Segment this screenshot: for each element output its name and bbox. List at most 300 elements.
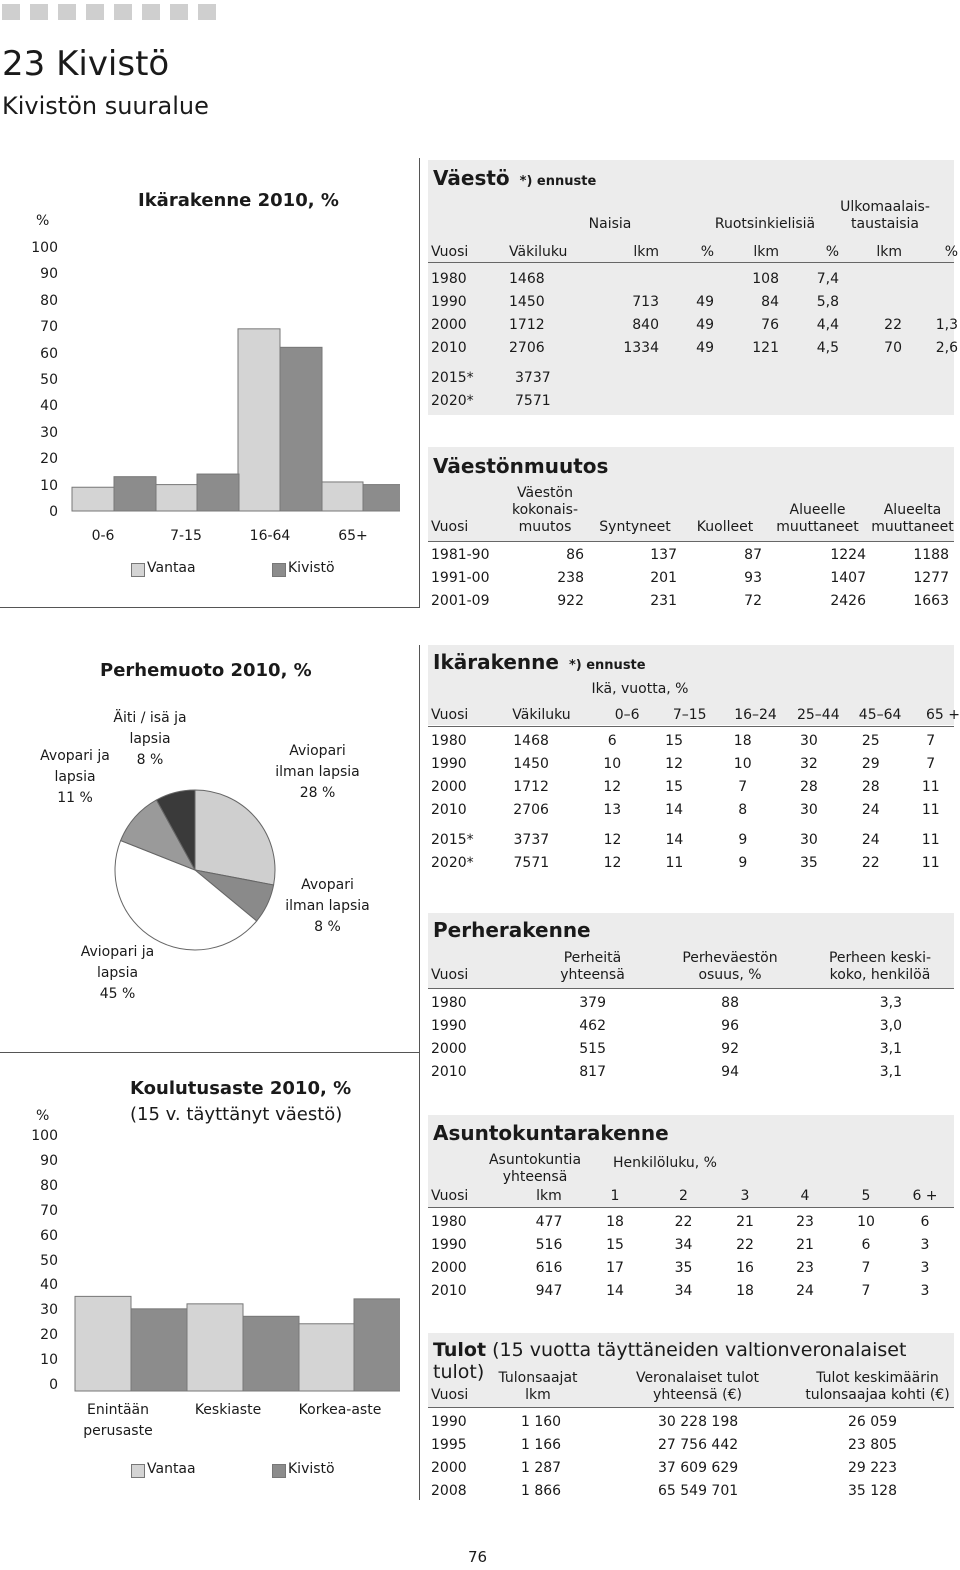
header-underline <box>428 988 954 989</box>
col-header: Vuosi <box>431 706 469 723</box>
table-cell: 15 <box>606 1236 624 1253</box>
col-header: Väkiluku <box>509 243 568 260</box>
table-row <box>431 543 949 566</box>
table-cell: 3,1 <box>879 1063 902 1080</box>
table-cell: 18 <box>606 1213 624 1230</box>
legend-swatch-vantaa <box>131 1464 145 1478</box>
table-cell: 1990 <box>431 1236 467 1253</box>
header-square <box>142 4 160 20</box>
bar-vantaa <box>72 487 114 511</box>
y-tick-label: 100 <box>31 1128 58 1144</box>
col-header: 3 <box>740 1187 750 1204</box>
table-cell: 28 <box>799 778 818 795</box>
table-cell: 7 <box>926 732 936 749</box>
table-cell: 2020* <box>431 392 474 409</box>
col-header: Veronalaiset tulot yhteensä (€) <box>635 1370 760 1403</box>
y-unit-label: % <box>36 213 50 229</box>
table-cell: 22 <box>861 854 880 871</box>
table-cell: 1450 <box>513 755 549 772</box>
table-row <box>431 851 960 874</box>
table-cell: 1663 <box>913 592 949 609</box>
header-underline <box>428 1407 954 1408</box>
pie-slice <box>195 790 275 885</box>
col-header: Perheen keski- koko, henkilöä <box>828 950 932 983</box>
table-cell: 1334 <box>623 339 659 356</box>
table-cell: 1712 <box>509 316 545 333</box>
table-cell: 1980 <box>431 994 467 1011</box>
col-header: Väestön kokonais- muutos <box>511 485 579 535</box>
table-cell: 6 <box>920 1213 930 1230</box>
table-cell: 238 <box>557 569 584 586</box>
y-tick-label: 50 <box>40 372 58 388</box>
col-header: % <box>825 243 839 260</box>
table-cell: 2015* <box>431 369 474 386</box>
table-cell: 7,4 <box>816 270 839 287</box>
y-tick-label: 10 <box>40 477 58 494</box>
y-tick-label: 80 <box>40 1177 58 1194</box>
table-cell: 49 <box>696 316 714 333</box>
col-header: lkm <box>753 243 779 260</box>
edu-cat-label: Keskiaste <box>194 1402 262 1418</box>
table-cell: 76 <box>761 316 779 333</box>
table-cell: 1990 <box>431 293 467 310</box>
table-row <box>431 775 960 798</box>
age-chart-title: Ikärakenne 2010, % <box>138 190 339 211</box>
table-cell: 1980 <box>431 270 467 287</box>
table-cell: 1980 <box>431 732 467 749</box>
bar-kivisto <box>131 1309 187 1391</box>
y-tick-label: 70 <box>40 1202 58 1219</box>
table-cell: 11 <box>921 831 940 848</box>
vaesto-title: Väestö *) ennuste <box>433 166 597 190</box>
age-cat-label: 0-6 <box>91 528 115 544</box>
col-header: Kuolleet <box>696 519 754 535</box>
table-cell: 3 <box>920 1282 930 1299</box>
table-cell: 1981-90 <box>431 546 490 563</box>
header-underline <box>428 541 954 542</box>
bar-vantaa <box>238 329 280 511</box>
table-cell: 1468 <box>513 732 549 749</box>
table-cell: 23 <box>796 1259 814 1276</box>
table-cell: 922 <box>557 592 584 609</box>
table-cell: 72 <box>744 592 762 609</box>
col-header: lkm <box>536 1187 562 1204</box>
age-cat-label: 65+ <box>338 528 368 544</box>
table-cell: 1 866 <box>521 1482 562 1499</box>
table-cell: 1407 <box>830 569 866 586</box>
y-tick-label: 30 <box>40 1302 58 1319</box>
col-header: % <box>944 243 958 260</box>
table-row <box>431 313 958 336</box>
legend-label-vantaa: Vantaa <box>147 1461 196 1477</box>
table-cell: 70 <box>884 339 902 356</box>
table-row <box>431 991 902 1014</box>
ikarakenne-title: Ikärakenne *) ennuste <box>433 650 646 674</box>
table-cell: 93 <box>744 569 762 586</box>
table-row <box>431 1210 954 1233</box>
col-header: 45–64 <box>858 706 902 723</box>
col-header: Tulot keskimäärin tulonsaajaa kohti (€) <box>805 1370 950 1403</box>
page-subtitle: Kivistön suuralue <box>2 92 209 120</box>
table-cell: 29 <box>861 755 880 772</box>
table-row <box>431 566 949 589</box>
table-cell: 30 <box>799 801 818 818</box>
col-header: 0–6 <box>614 706 640 723</box>
table-cell: 2010 <box>431 801 467 818</box>
col-header: Asuntokuntia yhteensä <box>488 1152 582 1185</box>
pie-label-cohab-kids: Avopari ja lapsia 11 % <box>40 748 110 806</box>
table-cell: 947 <box>535 1282 563 1299</box>
age-chart-plot <box>60 240 400 515</box>
asunto-table <box>431 1210 954 1302</box>
divider <box>0 607 420 608</box>
table-cell: 24 <box>861 831 880 848</box>
table-row <box>431 752 960 775</box>
legend-label-vantaa: Vantaa <box>147 560 196 576</box>
col-header: 6 + <box>912 1187 938 1204</box>
bar-vantaa <box>298 1324 354 1391</box>
bar-kivisto <box>197 474 239 511</box>
table-row <box>431 389 551 412</box>
table-cell: 11 <box>921 854 940 871</box>
table-cell: 9 <box>738 854 748 871</box>
col-header: Väkiluku <box>512 706 571 723</box>
col-header: Syntyneet <box>599 519 671 535</box>
table-row <box>431 1433 928 1456</box>
table-cell: 1990 <box>431 1413 467 1430</box>
table-cell: 516 <box>535 1236 563 1253</box>
table-cell: 15 <box>665 732 683 749</box>
table-cell: 10 <box>733 755 752 772</box>
divider <box>419 645 420 1500</box>
age-cat-label: 16-64 <box>249 528 291 544</box>
table-cell: 7 <box>861 1282 871 1299</box>
header-underline <box>428 1207 954 1208</box>
table-cell: 7 <box>926 755 936 772</box>
table-cell: 3,3 <box>879 994 902 1011</box>
table-cell: 21 <box>796 1236 814 1253</box>
table-cell: 1 160 <box>521 1413 562 1430</box>
y-tick-label: 30 <box>40 424 58 441</box>
table-cell: 11 <box>665 854 684 871</box>
table-cell: 477 <box>535 1213 563 1230</box>
age-cat-label: 7-15 <box>170 528 202 544</box>
table-cell <box>902 267 958 290</box>
y-tick-label: 50 <box>40 1252 58 1269</box>
table-cell: 137 <box>650 546 677 563</box>
table-cell: 817 <box>579 1063 606 1080</box>
table-cell: 10 <box>603 755 622 772</box>
table-cell: 14 <box>665 801 683 818</box>
table-cell: 32 <box>799 755 818 772</box>
group-header-ruotsi: Ruotsinkielisiä <box>714 216 816 232</box>
table-cell: 2000 <box>431 316 467 333</box>
table-cell: 2001-09 <box>431 592 490 609</box>
bar-kivisto <box>114 477 156 511</box>
table-cell: 1980 <box>431 1213 467 1230</box>
table-cell: 30 <box>799 831 818 848</box>
col-header: % <box>700 243 714 260</box>
table-cell: 1991-00 <box>431 569 490 586</box>
table-cell: 3,1 <box>879 1040 902 1057</box>
table-cell: 6 <box>861 1236 871 1253</box>
divider <box>0 1052 420 1053</box>
table-cell: 2706 <box>513 801 549 818</box>
bar-vantaa <box>187 1304 243 1391</box>
table-row <box>431 267 958 290</box>
table-cell: 1277 <box>913 569 949 586</box>
table-cell: 9 <box>738 831 748 848</box>
perhe-table <box>431 991 902 1083</box>
edu-cat-label: Korkea-aste <box>298 1402 382 1418</box>
table-cell: 11 <box>921 801 940 818</box>
table-cell: 2,6 <box>935 339 958 356</box>
table-cell: 3,0 <box>879 1017 902 1034</box>
col-header: Vuosi <box>431 1187 469 1204</box>
table-cell: 2706 <box>509 339 545 356</box>
edu-chart-subtitle: (15 v. täyttänyt väestö) <box>130 1104 343 1125</box>
group-header-age: Ikä, vuotta, % <box>591 681 689 697</box>
ikarakenne-forecast-table <box>431 828 960 874</box>
table-cell: 1995 <box>431 1436 467 1453</box>
table-cell: 94 <box>721 1063 739 1080</box>
table-cell: 1 166 <box>521 1436 562 1453</box>
table-cell: 18 <box>733 732 752 749</box>
table-cell: 14 <box>665 831 684 848</box>
table-cell: 2010 <box>431 339 467 356</box>
y-tick-label: 10 <box>40 1352 58 1369</box>
table-cell: 462 <box>579 1017 606 1034</box>
table-row <box>431 1256 954 1279</box>
col-header: 4 <box>800 1187 810 1204</box>
table-row <box>431 366 551 389</box>
y-tick-label: 60 <box>40 345 58 362</box>
y-tick-label: 0 <box>49 1377 58 1393</box>
table-cell: 616 <box>535 1259 563 1276</box>
bar-kivisto <box>280 347 322 511</box>
table-row <box>431 828 960 851</box>
y-tick-label: 90 <box>40 266 58 283</box>
table-cell <box>569 267 659 290</box>
y-tick-label: 60 <box>40 1227 58 1244</box>
table-cell: 88 <box>721 994 739 1011</box>
header-square <box>2 4 20 20</box>
asunto-title: Asuntokuntarakenne <box>433 1121 669 1145</box>
table-cell <box>659 267 714 290</box>
header-square <box>114 4 132 20</box>
bar-vantaa <box>75 1296 131 1391</box>
table-cell: 86 <box>566 546 584 563</box>
table-cell: 34 <box>674 1236 693 1253</box>
table-row <box>431 1279 954 1302</box>
ikarakenne-table <box>431 729 960 821</box>
table-cell: 21 <box>736 1213 754 1230</box>
header-underline <box>428 726 954 727</box>
table-cell: 515 <box>579 1040 606 1057</box>
ikarakenne-header-table <box>431 703 960 726</box>
table-row <box>431 290 958 313</box>
table-row <box>431 1037 902 1060</box>
bar-kivisto <box>243 1316 299 1391</box>
table-cell: 34 <box>674 1282 693 1299</box>
table-cell: 2000 <box>431 1040 467 1057</box>
table-cell: 18 <box>736 1282 754 1299</box>
y-tick-label: 20 <box>40 1327 58 1344</box>
bar-vantaa <box>321 482 363 511</box>
table-cell: 10 <box>857 1213 875 1230</box>
table-cell: 2008 <box>431 1482 467 1499</box>
bar-vantaa <box>155 485 197 511</box>
table-cell: 4,4 <box>816 316 839 333</box>
table-row <box>431 589 949 612</box>
table-cell: 121 <box>752 339 779 356</box>
col-header: lkm <box>876 243 902 260</box>
group-header-ulko: Ulkomaalais- taustaisia <box>840 199 930 232</box>
table-cell: 2015* <box>431 831 474 848</box>
col-header: Alueelta muuttaneet <box>871 502 954 535</box>
table-row <box>431 729 960 752</box>
table-cell: 1468 <box>509 270 545 287</box>
table-row <box>431 798 960 821</box>
table-cell: 7 <box>861 1259 871 1276</box>
tulot-table <box>431 1410 928 1502</box>
col-header: 16–24 <box>734 706 777 723</box>
header-square <box>58 4 76 20</box>
table-cell: 28 <box>861 778 880 795</box>
table-cell: 2010 <box>431 1282 467 1299</box>
y-tick-label: 100 <box>31 240 58 256</box>
table-cell: 24 <box>861 801 880 818</box>
header-square <box>198 4 216 20</box>
table-cell: 92 <box>721 1040 739 1057</box>
col-header: lkm <box>633 243 659 260</box>
header-square <box>86 4 104 20</box>
edu-cat-label: Enintään perusaste <box>83 1402 153 1439</box>
group-header-size: Henkilöluku, % <box>613 1155 717 1171</box>
table-cell: 1 287 <box>521 1459 562 1476</box>
table-cell: 14 <box>606 1282 624 1299</box>
table-cell: 15 <box>665 778 683 795</box>
table-cell: 5,8 <box>816 293 839 310</box>
y-tick-label: 70 <box>40 319 58 336</box>
table-cell: 96 <box>721 1017 739 1034</box>
table-cell: 30 <box>799 732 818 749</box>
table-cell: 12 <box>665 755 683 772</box>
table-cell: 35 <box>674 1259 693 1276</box>
table-cell: 6 <box>607 732 617 749</box>
family-chart-title: Perhemuoto 2010, % <box>100 660 312 681</box>
table-cell: 7571 <box>515 392 551 409</box>
table-cell: 840 <box>632 316 659 333</box>
table-cell: 4,5 <box>816 339 839 356</box>
table-cell: 12 <box>603 778 622 795</box>
col-header: 65 + <box>926 706 960 723</box>
table-cell: 2000 <box>431 1259 467 1276</box>
col-header: 1 <box>610 1187 620 1204</box>
table-cell: 1990 <box>431 755 467 772</box>
vaesto-header-table <box>431 240 958 263</box>
legend-swatch-vantaa <box>131 563 145 577</box>
muutos-title: Väestönmuutos <box>433 454 609 478</box>
table-cell: 22 <box>884 316 902 333</box>
table-row <box>431 336 958 359</box>
vaesto-table <box>431 267 958 359</box>
legend-swatch-kivisto <box>272 563 286 577</box>
table-cell: 22 <box>736 1236 754 1253</box>
family-pie <box>110 785 280 955</box>
table-cell: 30 228 198 <box>658 1413 739 1430</box>
table-row <box>431 1233 954 1256</box>
bar-kivisto <box>354 1299 400 1391</box>
table-row <box>431 1060 902 1083</box>
edu-chart-plot <box>60 1130 400 1405</box>
y-tick-label: 40 <box>40 1277 58 1294</box>
table-cell: 3737 <box>513 831 550 848</box>
table-cell: 2000 <box>431 778 467 795</box>
tulot-title: Tulot (15 vuotta täyttäneiden valtionveronalaiset tulot) <box>433 1339 907 1383</box>
table-cell: 1224 <box>830 546 866 563</box>
table-cell: 35 <box>799 854 818 871</box>
table-cell: 1990 <box>431 1017 467 1034</box>
table-cell: 24 <box>796 1282 814 1299</box>
asunto-header-table <box>431 1184 954 1207</box>
bar-kivisto <box>363 485 400 511</box>
table-cell: 1188 <box>913 546 949 563</box>
table-cell: 22 <box>674 1213 693 1230</box>
table-cell: 3 <box>920 1259 930 1276</box>
page-number: 76 <box>468 1548 488 1566</box>
table-cell: 11 <box>921 778 940 795</box>
group-header-naisia: Naisia <box>588 216 632 232</box>
table-row <box>431 1410 928 1433</box>
table-cell: 29 223 <box>848 1459 897 1476</box>
table-cell: 1,3 <box>935 316 958 333</box>
table-row <box>431 1014 902 1037</box>
pie-label-married-kids: Aviopari ja lapsia 45 % <box>80 944 155 1002</box>
table-cell: 3737 <box>515 369 551 386</box>
table-cell: 17 <box>606 1259 624 1276</box>
col-header: 7–15 <box>672 706 707 723</box>
legend-swatch-kivisto <box>272 1464 286 1478</box>
y-tick-label: 0 <box>49 504 58 520</box>
table-cell: 3 <box>920 1236 930 1253</box>
divider <box>419 158 420 608</box>
table-cell: 7 <box>738 778 748 795</box>
table-cell: 23 <box>796 1213 814 1230</box>
y-tick-label: 80 <box>40 292 58 309</box>
table-row <box>431 1456 928 1479</box>
table-cell: 8 <box>738 801 748 818</box>
pie-label-cohab-nokids: Avopari ilman lapsia 8 % <box>285 877 370 935</box>
header-square <box>30 4 48 20</box>
col-header: Perheitä yhteensä <box>560 950 625 983</box>
table-cell: 12 <box>603 831 622 848</box>
table-cell: 12 <box>603 854 622 871</box>
table-cell: 65 549 701 <box>658 1482 739 1499</box>
table-cell: 108 <box>752 270 779 287</box>
table-cell: 16 <box>736 1259 754 1276</box>
table-cell: 84 <box>761 293 779 310</box>
table-cell: 713 <box>632 293 659 310</box>
table-cell: 23 805 <box>848 1436 897 1453</box>
col-header: 25–44 <box>796 706 840 723</box>
table-cell <box>839 290 902 313</box>
y-tick-label: 40 <box>40 398 58 415</box>
page-title: 23 Kivistö <box>2 44 170 84</box>
col-header: Vuosi <box>431 519 469 535</box>
pie-label-mother-father: Äiti / isä ja lapsia 8 % <box>113 710 187 768</box>
legend-label-kivisto: Kivistö <box>288 1461 335 1477</box>
